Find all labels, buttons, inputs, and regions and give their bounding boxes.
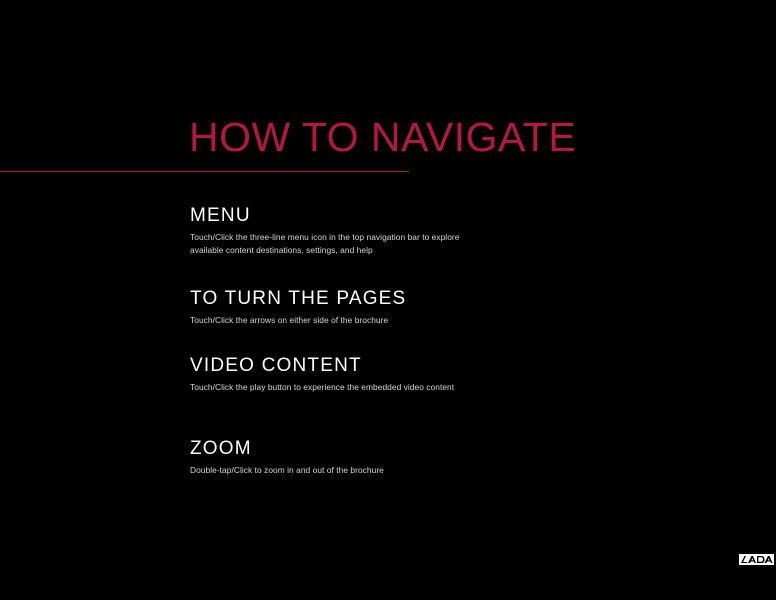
lada-logo-icon [739,554,774,565]
zoom-description: Double-tap/Click to zoom in and out of the brochure [190,465,384,475]
title-underline [0,171,409,172]
zoom-section [190,439,490,477]
zoom-heading: ZOOM [190,438,252,459]
lada-logo-mark [740,555,773,564]
turn-pages-description: Touch/Click the arrows on either side of the brochure [190,315,389,325]
page-title: HOW TO NAVIGATE [189,114,577,160]
menu-section [190,206,490,257]
menu-description: Touch/Click the three-line menu icon in the top navigation bar to explore available content destinations, settings, and help [190,232,460,255]
video-content-section [190,356,490,394]
video-content-description: Touch/Click the play button to experience the embedded video content [190,382,455,392]
turn-pages-section [190,289,490,327]
turn-pages-heading: TO TURN THE PAGES [190,288,407,309]
video-content-heading: VIDEO CONTENT [190,355,362,376]
menu-heading: MENU [190,205,251,226]
